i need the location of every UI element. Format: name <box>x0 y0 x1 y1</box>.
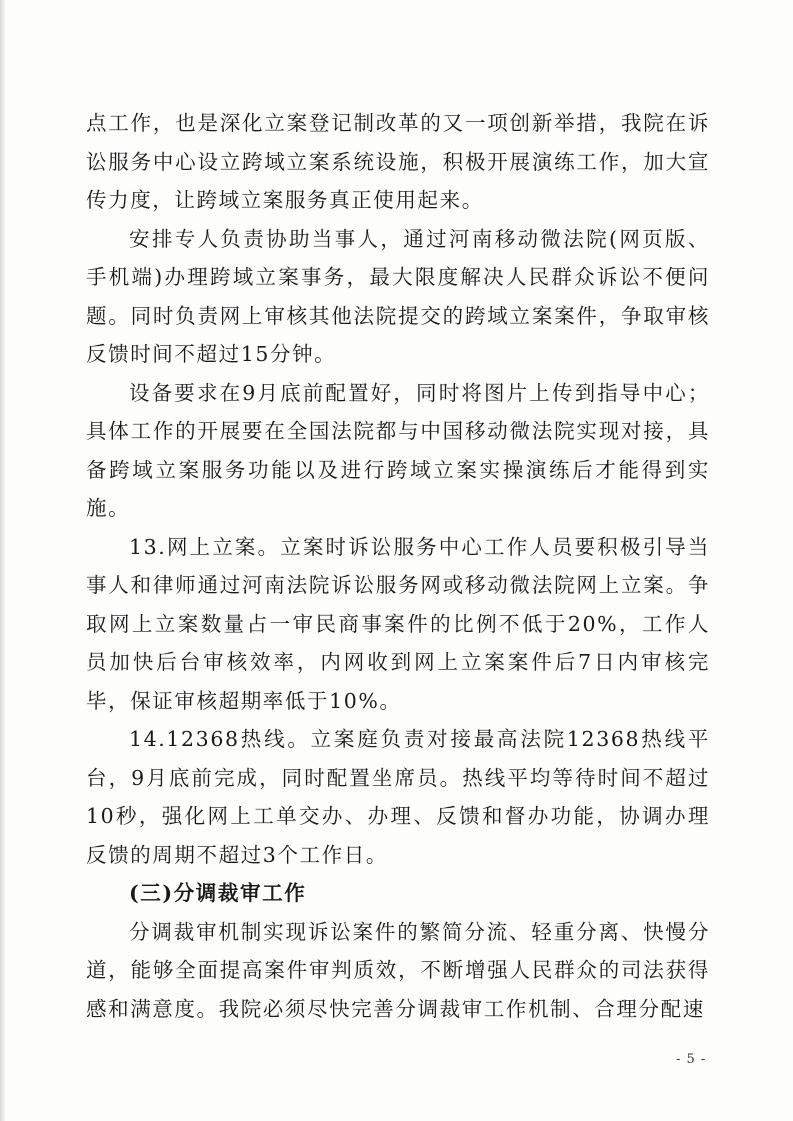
page-number: - 5 - <box>676 1052 707 1067</box>
paragraph-case-diversion: 分调裁审机制实现诉讼案件的繁简分流、轻重分离、快慢分道，能够全面提高案件审判质效，不断增强人民群众的司法获得感和满意度。我院必须尽快完善分调裁审工作机制、合理分配速 <box>86 919 710 1021</box>
paragraph-online-filing: 13.网上立案。立案时诉讼服务中心工作人员要积极引导当事人和律师通过河南法院诉讼服务网或移动微法院网上立案。争取网上立案数量占一审民商事案件的比例不低于20%，工作人员加快后台审核效率，内网收到网上立案案件后7日内审核完毕，保证审核超期率低于10%。 <box>86 534 710 713</box>
paragraph-hotline: 14.12368热线。立案庭负责对接最高法院12368热线平台，9月底前完成，同时配置坐席员。热线平均等待时间不超过10秒，强化网上工单交办、办理、反馈和督办功能，协调办理反馈的周期不超过3个工作日。 <box>86 727 710 867</box>
paragraph-continuation: 点工作，也是深化立案登记制改革的又一项创新举措，我院在诉讼服务中心设立跨域立案系统设施，积极开展演练工作，加大宣传力度，让跨域立案服务真正使用起来。 <box>86 111 710 212</box>
paragraph-cross-region-staff: 安排专人负责协助当事人，通过河南移动微法院(网页版、手机端)办理跨域立案事务，最大限度解决人民群众诉讼不便问题。同时负责网上审核其他法院提交的跨域立案案件，争取审核反馈时间不超过15分钟。 <box>86 226 710 366</box>
paragraph-equipment: 设备要求在9月底前配置好，同时将图片上传到指导中心；具体工作的开展要在全国法院都与中国移动微法院实现对接，具备跨域立案服务功能以及进行跨域立案实操演练后才能得到实施。 <box>86 380 710 520</box>
document-body <box>86 104 710 1028</box>
section-heading: (三)分调裁审工作 <box>129 881 307 905</box>
scan-edge-shadow <box>0 0 6 1121</box>
